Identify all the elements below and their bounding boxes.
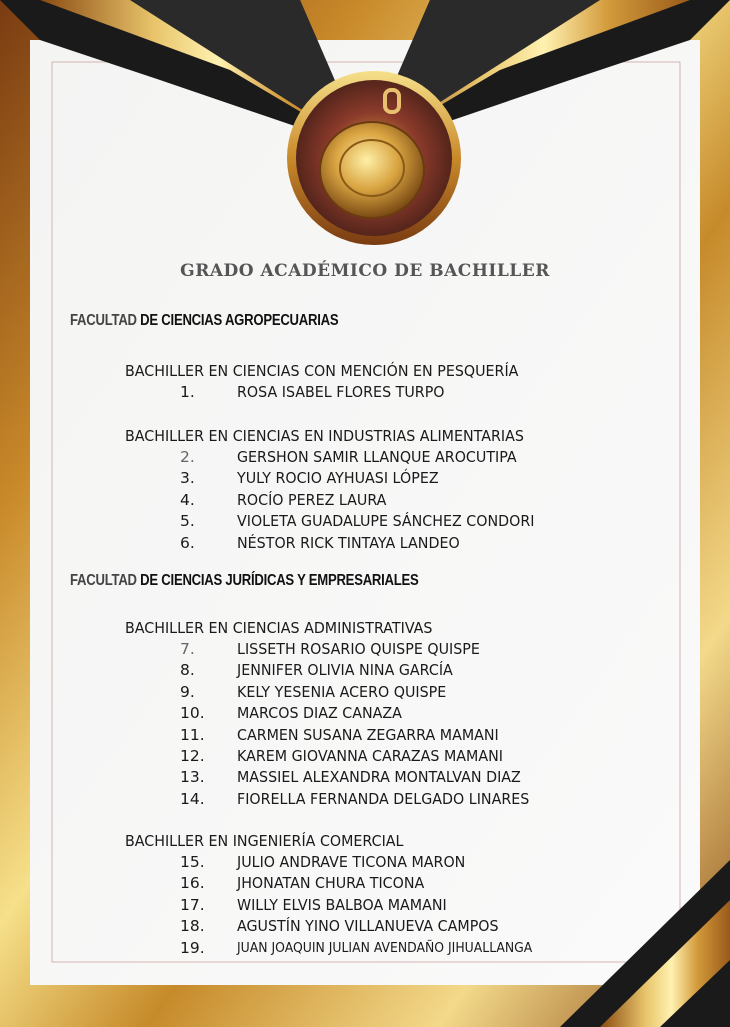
graduate-name: JUAN JOAQUIN JULIAN AVENDAÑO JIHUALLANGA — [237, 939, 533, 956]
graduate-number: 7. — [180, 640, 195, 658]
graduate-number: 15. — [180, 853, 205, 871]
degree-title: BACHILLER EN INGENIERÍA COMERCIAL — [125, 832, 404, 850]
graduate-name: ROSA ISABEL FLORES TURPO — [237, 383, 445, 401]
graduate-number: 9. — [180, 682, 195, 701]
degree-title: BACHILLER EN CIENCIAS CON MENCIÓN EN PESQUERÍA — [125, 362, 519, 380]
graduate-name: YULY ROCIO AYHUASI LÓPEZ — [237, 469, 439, 488]
degree-title: BACHILLER EN CIENCIAS EN INDUSTRIAS ALIMENTARIAS — [125, 427, 524, 445]
graduate-name: CARMEN SUSANA ZEGARRA MAMANI — [237, 725, 499, 744]
graduate-name: LISSETH ROSARIO QUISPE QUISPE — [237, 640, 480, 658]
graduate-number: 16. — [180, 874, 205, 893]
graduate-number: 12. — [180, 747, 205, 765]
graduate-name: AGUSTÍN YINO VILLANUEVA CAMPOS — [237, 917, 499, 936]
graduate-number: 17. — [180, 895, 205, 914]
graduate-name: MASSIEL ALEXANDRA MONTALVAN DIAZ — [237, 768, 521, 787]
graduate-name: KAREM GIOVANNA CARAZAS MAMANI — [237, 747, 503, 765]
faculty-prefix: FACULTAD — [70, 312, 137, 329]
graduate-name: JULIO ANDRAVE TICONA MARON — [237, 853, 466, 871]
graduate-number: 2. — [180, 448, 195, 466]
faculty-prefix: FACULTAD — [70, 572, 137, 589]
graduate-name: MARCOS DIAZ CANAZA — [237, 704, 402, 723]
graduate-name: FIORELLA FERNANDA DELGADO LINARES — [237, 789, 530, 808]
graduate-number: 3. — [180, 469, 195, 488]
faculty-heading — [70, 572, 419, 590]
graduate-number: 18. — [180, 917, 205, 936]
graduate-number: 11. — [180, 725, 205, 744]
graduate-name: WILLY ELVIS BALBOA MAMANI — [237, 895, 447, 914]
graduate-name: JENNIFER OLIVIA NINA GARCÍA — [237, 661, 453, 680]
graduate-number: 19. — [180, 938, 205, 957]
faculty-name: DE CIENCIAS AGROPECUARIAS — [136, 312, 339, 329]
graduate-number: 10. — [180, 704, 205, 723]
graduate-number: 4. — [180, 490, 195, 509]
graduate-number: 13. — [180, 768, 205, 787]
graduate-name: KELY YESENIA ACERO QUISPE — [237, 682, 447, 701]
faculty-name: DE CIENCIAS JURÍDICAS Y EMPRESARIALES — [136, 572, 419, 589]
degree-title: BACHILLER EN CIENCIAS ADMINISTRATIVAS — [125, 619, 433, 637]
graduate-name: ROCÍO PEREZ LAURA — [237, 490, 387, 509]
graduate-name: GERSHON SAMIR LLANQUE AROCUTIPA — [237, 448, 517, 466]
graduate-name: NÉSTOR RICK TINTAYA LANDEO — [237, 533, 460, 552]
graduate-number: 1. — [180, 383, 195, 401]
graduate-number: 14. — [180, 789, 205, 808]
graduate-name: VIOLETA GUADALUPE SÁNCHEZ CONDORI — [237, 512, 535, 531]
page-title: GRADO ACADÉMICO DE BACHILLER — [180, 261, 550, 281]
faculty-heading — [70, 312, 338, 330]
graduate-number: 5. — [180, 512, 195, 531]
graduate-number: 6. — [180, 533, 195, 552]
graduate-number: 8. — [180, 661, 195, 680]
graduate-name: JHONATAN CHURA TICONA — [237, 874, 425, 893]
